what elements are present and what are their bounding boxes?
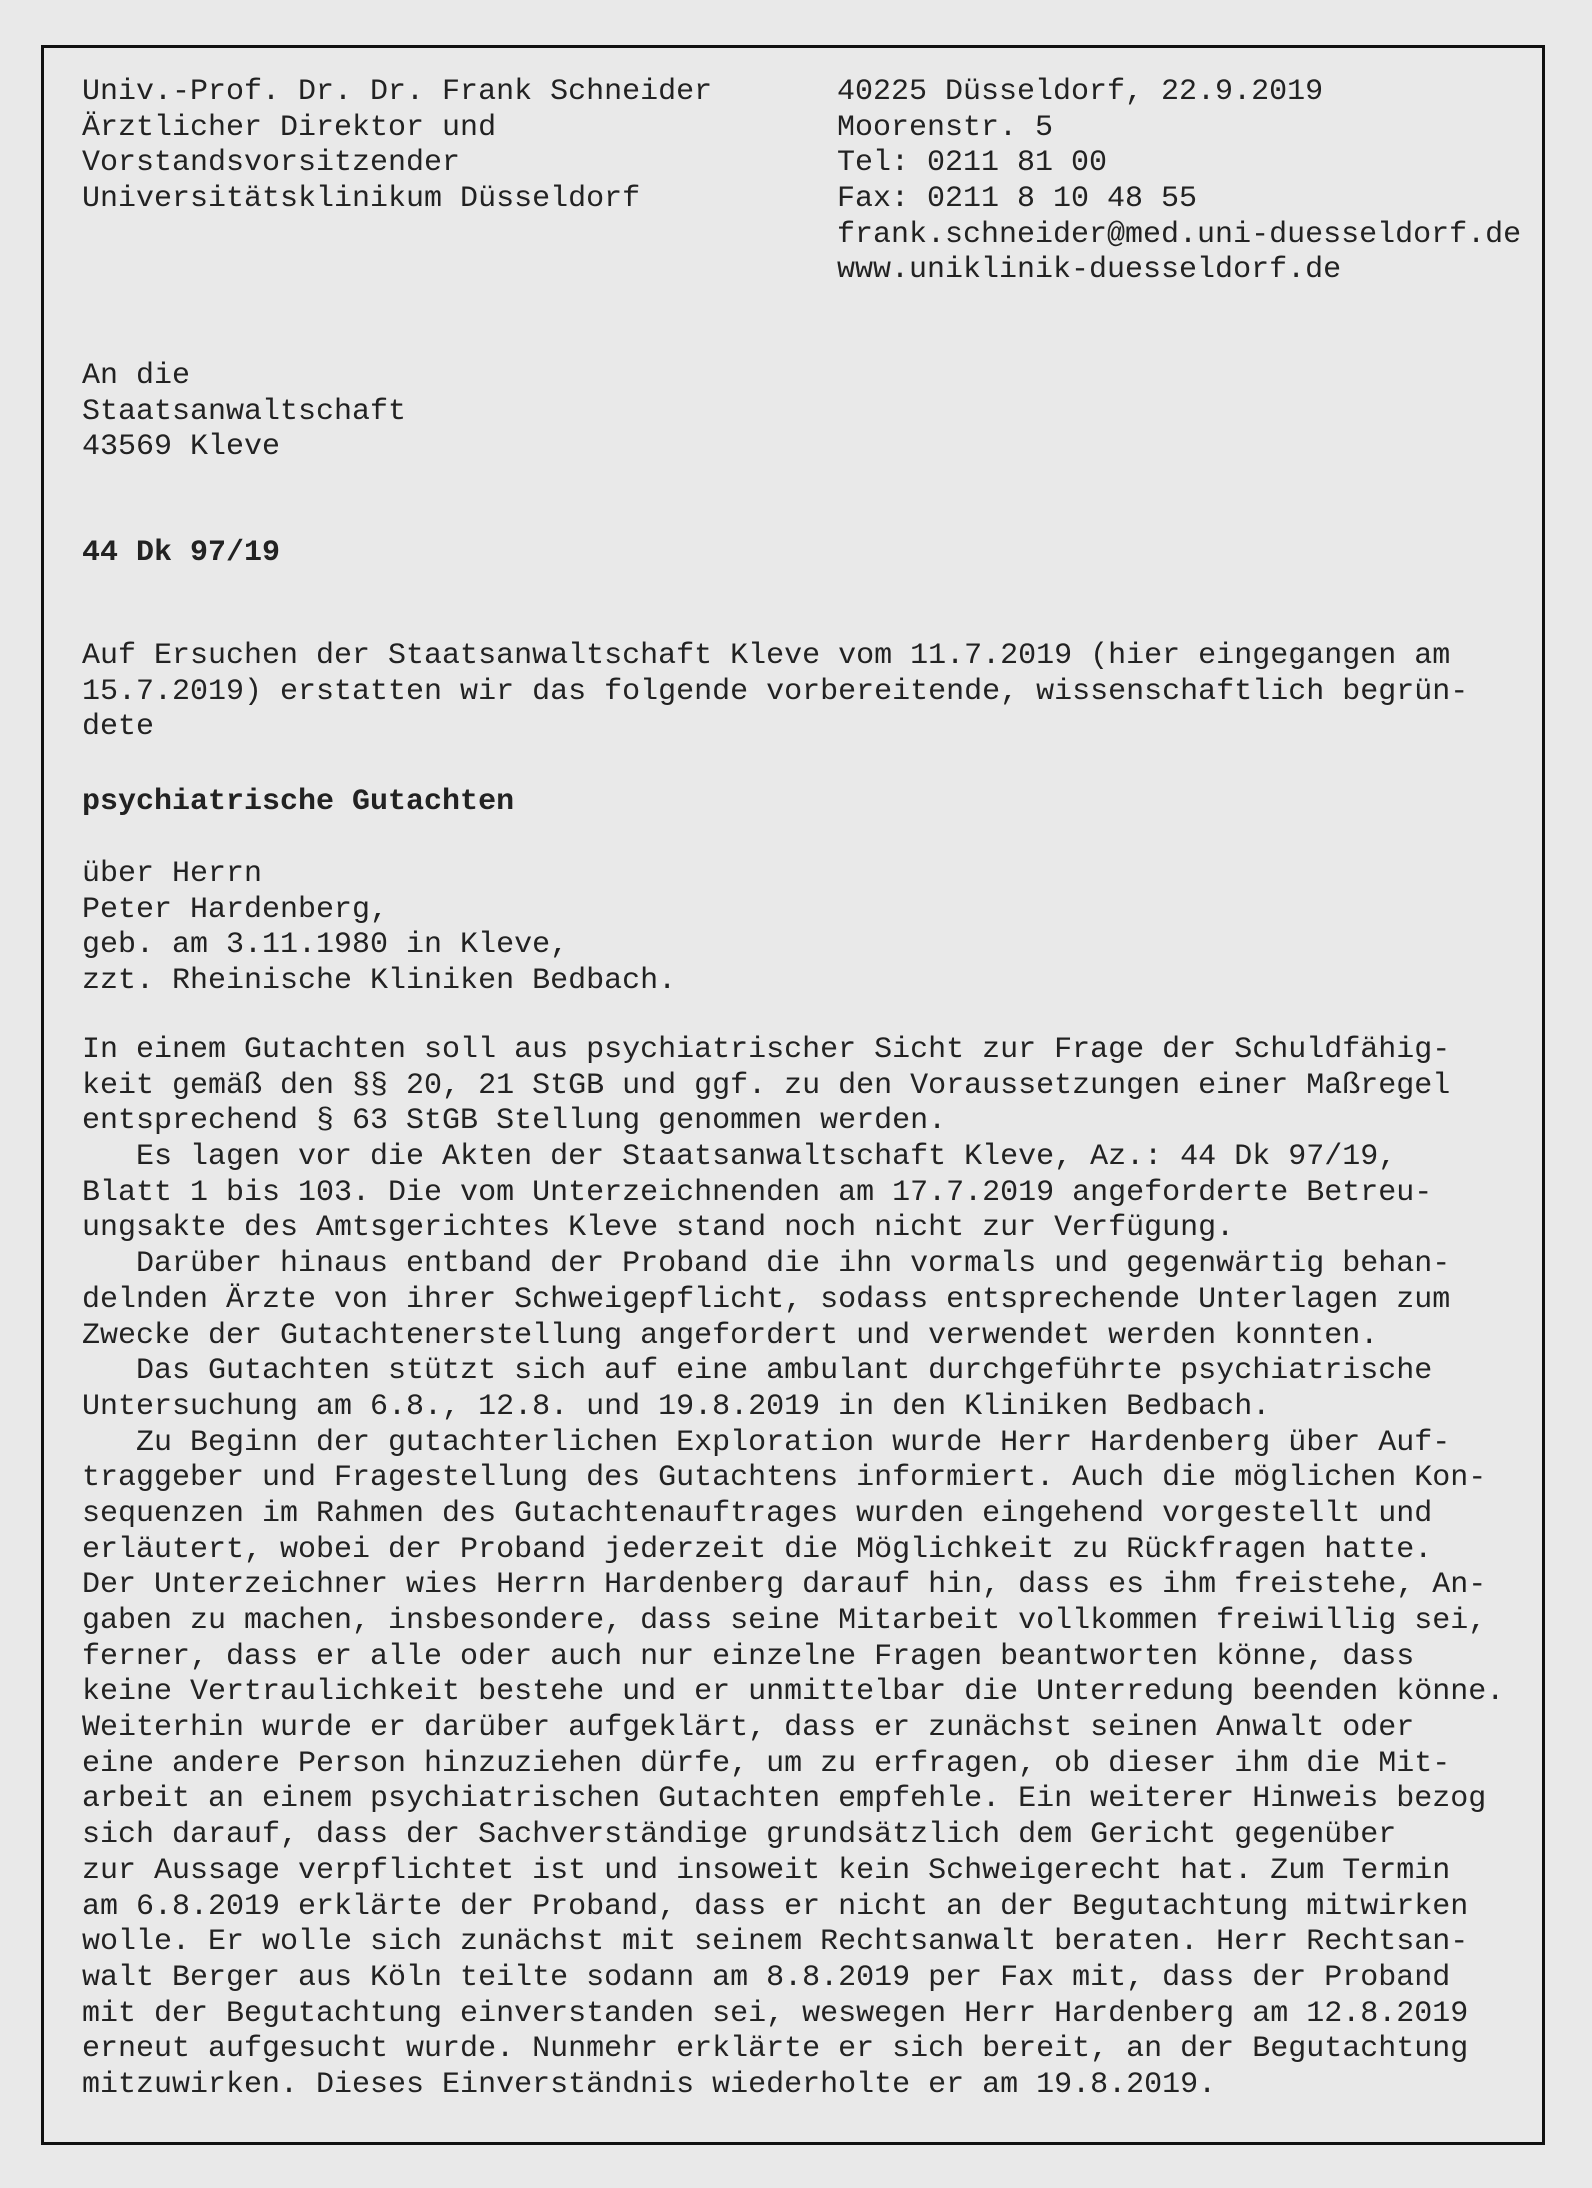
text-line: sich darauf, dass der Sachverständige grundsätzlich dem Gericht gegenüber (82, 1818, 1397, 1853)
document-title: psychiatrische Gutachten (82, 785, 515, 819)
text-line: Zu Beginn der gutachterlichen Exploration wurde Herr Hardenberg über Auf- (82, 1425, 1451, 1460)
text-line: Darüber hinaus entband der Proband die ihn vormals und gegenwärtig behan- (82, 1247, 1451, 1282)
text-line: zur Aussage verpflichtet ist und insoweit kein Schweigerecht hat. Zum Termin (82, 1853, 1451, 1888)
text-line: frank.schneider@med.uni-duesseldorf.de (837, 217, 1522, 252)
text-line: 15.7.2019) erstatten wir das folgende vorbereitende, wissenschaftlich begrün- (82, 674, 1469, 709)
text-line: gaben zu machen, insbesondere, dass seine Mitarbeit vollkommen freiwillig sei, (82, 1604, 1487, 1638)
text-line: Blatt 1 bis 103. Die vom Unterzeichnenden am 17.7.2019 angeforderte Betreu- (82, 1175, 1433, 1210)
text-line: über Herrn (82, 857, 263, 891)
text-line: delnden Ärzte von ihrer Schweigepflicht, sodass entsprechende Unterlagen zum (82, 1282, 1451, 1317)
subject-person (82, 857, 676, 1000)
text-line: wolle. Er wolle sich zunächst mit seinem Rechtsanwalt beraten. Herr Rechtsan- (82, 1925, 1469, 1960)
text-line: sequenzen im Rahmen des Gutachtenauftrages wurden eingehend vorgestellt und (82, 1496, 1433, 1531)
text-line: Tel: 0211 81 00 (837, 146, 1108, 181)
text-line: Das Gutachten stützt sich auf eine ambulant durchgeführte psychiatrische (82, 1354, 1433, 1389)
intro-paragraph (82, 639, 1468, 746)
contact-block (837, 75, 1521, 289)
text-line: Fax: 0211 8 10 48 55 (837, 182, 1198, 217)
text-line: In einem Gutachten soll aus psychiatrischer Sicht zur Frage der Schuldfähig- (82, 1033, 1451, 1067)
text-line: Moorenstr. 5 (837, 110, 1054, 145)
text-line: ungsakte des Amtsgerichtes Kleve stand noch nicht zur Verfügung. (82, 1211, 1235, 1246)
text-line: Weiterhin wurde er darüber aufgeklärt, dass er zunächst seinen Anwalt oder (82, 1711, 1415, 1746)
text-line: Untersuchung am 6.8., 12.8. und 19.8.2019 in den Kliniken Bedbach. (82, 1389, 1271, 1424)
text-line: traggeber und Fragestellung des Gutachtens informiert. Auch die möglichen Kon- (82, 1461, 1487, 1496)
recipient-address (82, 359, 406, 466)
text-line: dete (82, 710, 155, 745)
text-line: www.uniklinik-duesseldorf.de (837, 253, 1342, 288)
text-line: mit der Begutachtung einverstanden sei, weswegen Herr Hardenberg am 12.8.2019 (82, 1996, 1469, 2031)
text-line: keine Vertraulichkeit bestehe und er unmittelbar die Unterredung beenden könne. (82, 1675, 1505, 1710)
text-line: An die (82, 359, 191, 393)
text-line: mitzuwirken. Dieses Einverständnis wiederholte er am 19.8.2019. (82, 2067, 1217, 2102)
text-line: Univ.-Prof. Dr. Dr. Frank Schneider (82, 75, 713, 109)
text-line: keit gemäß den §§ 20, 21 StGB und ggf. zu den Voraussetzungen einer Maßregel (82, 1068, 1451, 1103)
text-line: geb. am 3.11.1980 in Kleve, (82, 928, 569, 963)
text-line: Auf Ersuchen der Staatsanwaltschaft Kleve vom 11.7.2019 (hier eingegangen am (82, 639, 1451, 673)
text-line: arbeit an einem psychiatrischen Gutachten empfehle. Ein weiterer Hinweis bezog (82, 1782, 1487, 1817)
text-line: erneut aufgesucht wurde. Nunmehr erklärte er sich bereit, an der Begutachtung (82, 2032, 1469, 2067)
text-line: am 6.8.2019 erklärte der Proband, dass er nicht an der Begutachtung mitwirken (82, 1889, 1469, 1924)
text-line: Es lagen vor die Akten der Staatsanwaltschaft Kleve, Az.: 44 Dk 97/19, (82, 1140, 1397, 1175)
text-line: entsprechend § 63 StGB Stellung genommen werden. (82, 1104, 947, 1139)
text-line: Ärztlicher Direktor und (82, 110, 497, 145)
text-line: 43569 Kleve (82, 430, 281, 465)
text-line: ferner, dass er alle oder auch nur einzelne Fragen beantworten könne, dass (82, 1639, 1415, 1674)
text-line: walt Berger aus Köln teilte sodann am 8.8.2019 per Fax mit, dass der Proband (82, 1960, 1451, 1995)
text-line: Zwecke der Gutachtenerstellung angefordert und verwendet werden konnten. (82, 1318, 1379, 1353)
sender-block (82, 75, 712, 218)
text-line: erläutert, wobei der Proband jederzeit die Möglichkeit zu Rückfragen hatte. (82, 1532, 1433, 1567)
text-line: eine andere Person hinzuziehen dürfe, um zu erfragen, ob dieser ihm die Mit- (82, 1746, 1451, 1781)
text-line: Universitätsklinikum Düsseldorf (82, 182, 641, 217)
text-line: Der Unterzeichner wies Herrn Hardenberg darauf hin, dass es ihm freistehe, An- (82, 1568, 1487, 1603)
text-line: Vorstandsvorsitzender (82, 146, 461, 181)
text-line: 40225 Düsseldorf, 22.9.2019 (837, 75, 1324, 109)
case-reference: 44 Dk 97/19 (82, 536, 281, 570)
text-line: zzt. Rheinische Kliniken Bedbach. (82, 964, 677, 999)
body-text (82, 1033, 1504, 2104)
text-line: Staatsanwaltschaft (82, 394, 407, 429)
text-line: Peter Hardenberg, (82, 892, 389, 927)
